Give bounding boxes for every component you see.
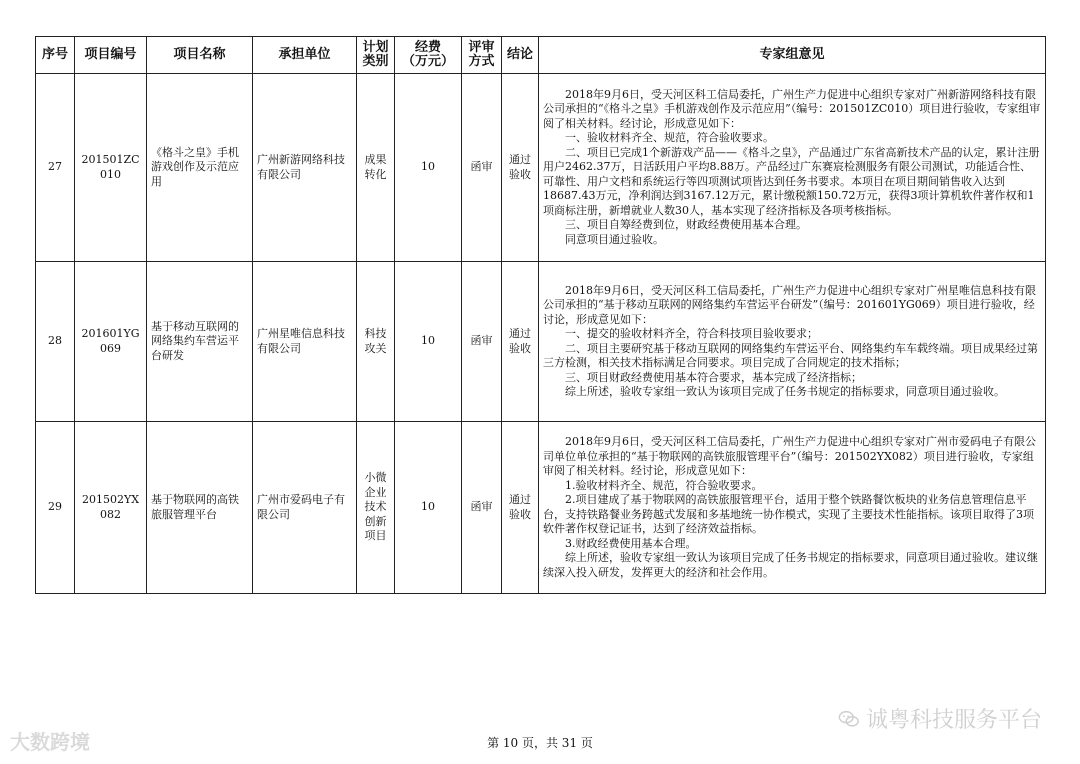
table-header-row bbox=[36, 37, 1046, 74]
watermark-right-text: 诚粤科技服务平台 bbox=[865, 708, 1042, 733]
expert-review-table bbox=[35, 36, 1046, 594]
opinion-paragraph: 三、项目财政经费使用基本符合要求，基本完成了经济指标； bbox=[565, 370, 862, 384]
opinion-paragraph: 2018年9月6日，受天河区科工信局委托，广州生产力促进中心组织专家对广州星唯信息科技有限公司承担的“基于移动互联网的网络集约车营运平台研发”（编号：201601YG069）项目进行验收，经讨论，形成意见如下： bbox=[543, 283, 1036, 326]
header-method-line2: 方式 bbox=[468, 54, 495, 69]
table-row bbox=[36, 422, 1046, 594]
row-unit: 广州新游网络科技有限公司 bbox=[253, 74, 357, 262]
row-fund: 10 bbox=[395, 262, 462, 422]
row-name: 《格斗之皇》手机游戏创作及示范应用 bbox=[147, 74, 253, 262]
row-fund: 10 bbox=[395, 422, 462, 594]
opinion-paragraph: 3.财政经费使用基本合理。 bbox=[565, 536, 697, 550]
row-method: 函审 bbox=[462, 262, 502, 422]
header-name: 项目名称 bbox=[147, 37, 253, 74]
row-plan: 成果转化 bbox=[357, 74, 395, 262]
opinion-paragraph: 一、提交的验收材料齐全，符合科技项目验收要求； bbox=[565, 327, 818, 340]
row-name: 基于物联网的高铁旅服管理平台 bbox=[147, 422, 253, 594]
row-conclusion: 通过验收 bbox=[502, 74, 539, 262]
row-unit: 广州星唯信息科技有限公司 bbox=[253, 262, 357, 422]
row-conclusion: 通过验收 bbox=[502, 422, 539, 594]
row-seq: 27 bbox=[36, 74, 75, 262]
row-seq: 28 bbox=[36, 262, 75, 422]
opinion-paragraph: 2018年9月6日，受天河区科工信局委托，广州生产力促进中心组织专家对广州市爱码电子有限公司单位单位承担的“基于物联网的高铁旅服管理平台”（编号：201502YX082）项目进行验收，专家组审阅了相关材料。经讨论，形成意见如下： bbox=[543, 435, 1036, 477]
header-fund-line1: 经费 bbox=[414, 40, 441, 55]
header-fund-line2: （万元） bbox=[401, 54, 454, 69]
opinion-paragraph: 2.项目建成了基于物联网的高铁旅服管理平台，适用于整个铁路餐饮板块的业务信息管理信息平台，支持铁路餐业务跨越式发展和多基地统一协作模式，实现了主要技术性能指标。该项目取得了3项软件著作权登记证书，达到了经济效益指标。 bbox=[543, 493, 1034, 535]
opinion-paragraph: 三、项目自筹经费到位，财政经费使用基本合理。 bbox=[565, 218, 807, 232]
opinion-paragraph: 一、验收材料齐全、规范，符合验收要求。 bbox=[565, 131, 774, 145]
wechat-icon bbox=[838, 708, 860, 730]
row-code: 201501ZC010 bbox=[75, 74, 147, 262]
header-opinion: 专家组意见 bbox=[539, 37, 1046, 74]
row-opinion bbox=[539, 262, 1046, 422]
row-plan: 小微企业技术创新项目 bbox=[357, 422, 395, 594]
row-method: 函审 bbox=[462, 74, 502, 262]
watermark-right bbox=[838, 703, 1042, 734]
row-opinion bbox=[539, 74, 1046, 262]
table-row bbox=[36, 74, 1046, 262]
opinion-paragraph: 1.验收材料齐全、规范，符合验收要求。 bbox=[565, 478, 763, 492]
header-plan bbox=[357, 37, 395, 74]
header-method-line1: 评审 bbox=[468, 40, 495, 55]
table-row bbox=[36, 262, 1046, 422]
page-footer: 第 10 页，共 31 页 bbox=[487, 736, 593, 750]
row-unit: 广州市爱码电子有限公司 bbox=[253, 422, 357, 594]
watermark-left-text: 大数跨境 bbox=[10, 730, 90, 754]
header-fund bbox=[395, 37, 462, 74]
header-plan-line1: 计划 bbox=[362, 40, 389, 55]
row-code: 201601YG069 bbox=[75, 262, 147, 422]
header-plan-line2: 类别 bbox=[362, 54, 389, 69]
opinion-paragraph: 二、项目主要研究基于移动互联网的网络集约车营运平台、网络集约车车载终端。项目成果经过第三方检测，相关技术指标满足合同要求。项目完成了合同规定的技术指标； bbox=[543, 341, 1038, 369]
opinion-paragraph: 综上所述，验收专家组一致认为该项目完成了任务书规定的指标要求，同意项目通过验收。建议继续深入投入研发，发挥更大的经济和社会作用。 bbox=[543, 551, 1038, 579]
header-conclusion: 结论 bbox=[502, 37, 539, 74]
opinion-paragraph: 综上所述，验收专家组一致认为该项目完成了任务书规定的指标要求，同意项目通过验收。 bbox=[565, 385, 1005, 398]
header-code: 项目编号 bbox=[75, 37, 147, 74]
opinion-paragraph: 二、项目已完成1个新游戏产品——《格斗之皇》，产品通过广东省高新技术产品的认定，累计注册用户2462.37万，日活跃用户平均8.88万。产品经过广东赛宸检测服务有限公司测试，功能适合性、可靠性、用户文档和系统运行等四项测试项皆达到任务书要求。本项目在项目期间销售收入达到18687.43万元，净利润达到3167.12万元，累计缴税额150.72万元，获得3项计算机软件著作权和1项商标注册，新增就业人数30人，基本实现了经济指标及各项考核指标。 bbox=[543, 145, 1040, 217]
row-code: 201502YX082 bbox=[75, 422, 147, 594]
row-opinion bbox=[539, 422, 1046, 594]
opinion-paragraph: 同意项目通过验收。 bbox=[565, 232, 664, 246]
row-conclusion: 通过验收 bbox=[502, 262, 539, 422]
row-seq: 29 bbox=[36, 422, 75, 594]
row-name: 基于移动互联网的网络集约车营运平台研发 bbox=[147, 262, 253, 422]
header-unit: 承担单位 bbox=[253, 37, 357, 74]
row-fund: 10 bbox=[395, 74, 462, 262]
row-plan: 科技攻关 bbox=[357, 262, 395, 422]
opinion-paragraph: 2018年9月6日，受天河区科工信局委托，广州生产力促进中心组织专家对广州新游网络科技有限公司承担的“《格斗之皇》手机游戏创作及示范应用”（编号：201501ZC010）项目进行验收，专家组审阅了相关材料。经讨论，形成意见如下： bbox=[543, 87, 1041, 130]
row-method: 函审 bbox=[462, 422, 502, 594]
header-seq: 序号 bbox=[36, 37, 75, 74]
header-method bbox=[462, 37, 502, 74]
